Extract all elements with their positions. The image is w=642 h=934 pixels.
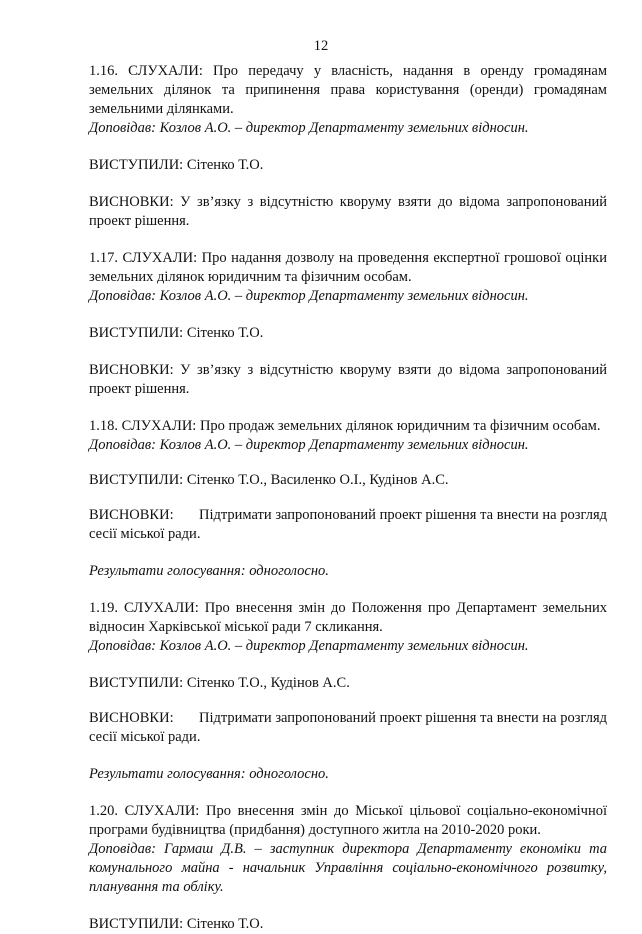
reporter-text: Доповідав: Козлов А.О. – директор Департаменту земельних відносин. [89,437,529,453]
agenda-item-1-19 [89,599,607,784]
heard-text: 1.17. СЛУХАЛИ: Про надання дозволу на проведення експертної грошової оцінки земельних ділянок юридичним та фізичним особам. [89,250,607,285]
vote-result: Результати голосування: одноголосно. [89,563,329,579]
heard-text: 1.18. СЛУХАЛИ: Про продаж земельних ділянок юридичним та фізичним особам. [89,418,601,434]
heard-text: 1.16. СЛУХАЛИ: Про передачу у власність, надання в оренду громадянам земельних ділянок та припинення права користування (оренди) громадянам земельними ділянками. [89,63,607,117]
conclusions-paragraph [89,506,607,544]
conclusions-text: Підтримати запропонований проект рішення та внести на розгляд сесії міської ради. [89,507,607,542]
vote-result: Результати голосування: одноголосно. [89,766,329,782]
conclusions-text: ВИСНОВКИ: У зв’язку з відсутністю кворуму взяти до відома запропонований проект рішення. [89,194,607,229]
heard-text: 1.19. СЛУХАЛИ: Про внесення змін до Положення про Департамент земельних відносин Харківської міської ради 7 скликання. [89,600,607,635]
agenda-item-1-18 [89,417,607,581]
minutes-content [89,62,607,934]
spoke-text: ВИСТУПИЛИ: Сітенко Т.О. [89,916,264,932]
conclusions-label: ВИСНОВКИ: [89,507,174,523]
spoke-text: ВИСТУПИЛИ: Сітенко Т.О., Кудінов А.С. [89,675,350,691]
spoke-text: ВИСТУПИЛИ: Сітенко Т.О. [89,325,264,341]
conclusions-paragraph [89,709,607,747]
page-number: 12 [313,38,329,54]
conclusions-text: ВИСНОВКИ: У зв’язку з відсутністю кворуму взяти до відома запропонований проект рішення. [89,362,607,397]
reporter-text: Доповідав: Гармаш Д.В. – заступник директора Департаменту економіки та комунального майна - начальник Управління соціально-економічного розвитку, планування та обліку. [89,841,607,895]
spoke-text: ВИСТУПИЛИ: Сітенко Т.О. [89,157,264,173]
reporter-text: Доповідав: Козлов А.О. – директор Департаменту земельних відносин. [89,288,529,304]
agenda-item-1-16 [89,62,607,231]
reporter-text: Доповідав: Козлов А.О. – директор Департаменту земельних відносин. [89,638,529,654]
agenda-item-1-17 [89,249,607,399]
conclusions-text: Підтримати запропонований проект рішення та внести на розгляд сесії міської ради. [89,710,607,745]
agenda-item-1-20 [89,802,607,934]
spoke-text: ВИСТУПИЛИ: Сітенко Т.О., Василенко О.І., Кудінов А.С. [89,472,449,488]
conclusions-label: ВИСНОВКИ: [89,710,174,726]
heard-text: 1.20. СЛУХАЛИ: Про внесення змін до Міської цільової соціально-економічної програми будівництва (придбання) доступного житла на 2010-2020 роки. [89,803,607,838]
reporter-text: Доповідав: Козлов А.О. – директор Департаменту земельних відносин. [89,120,529,136]
